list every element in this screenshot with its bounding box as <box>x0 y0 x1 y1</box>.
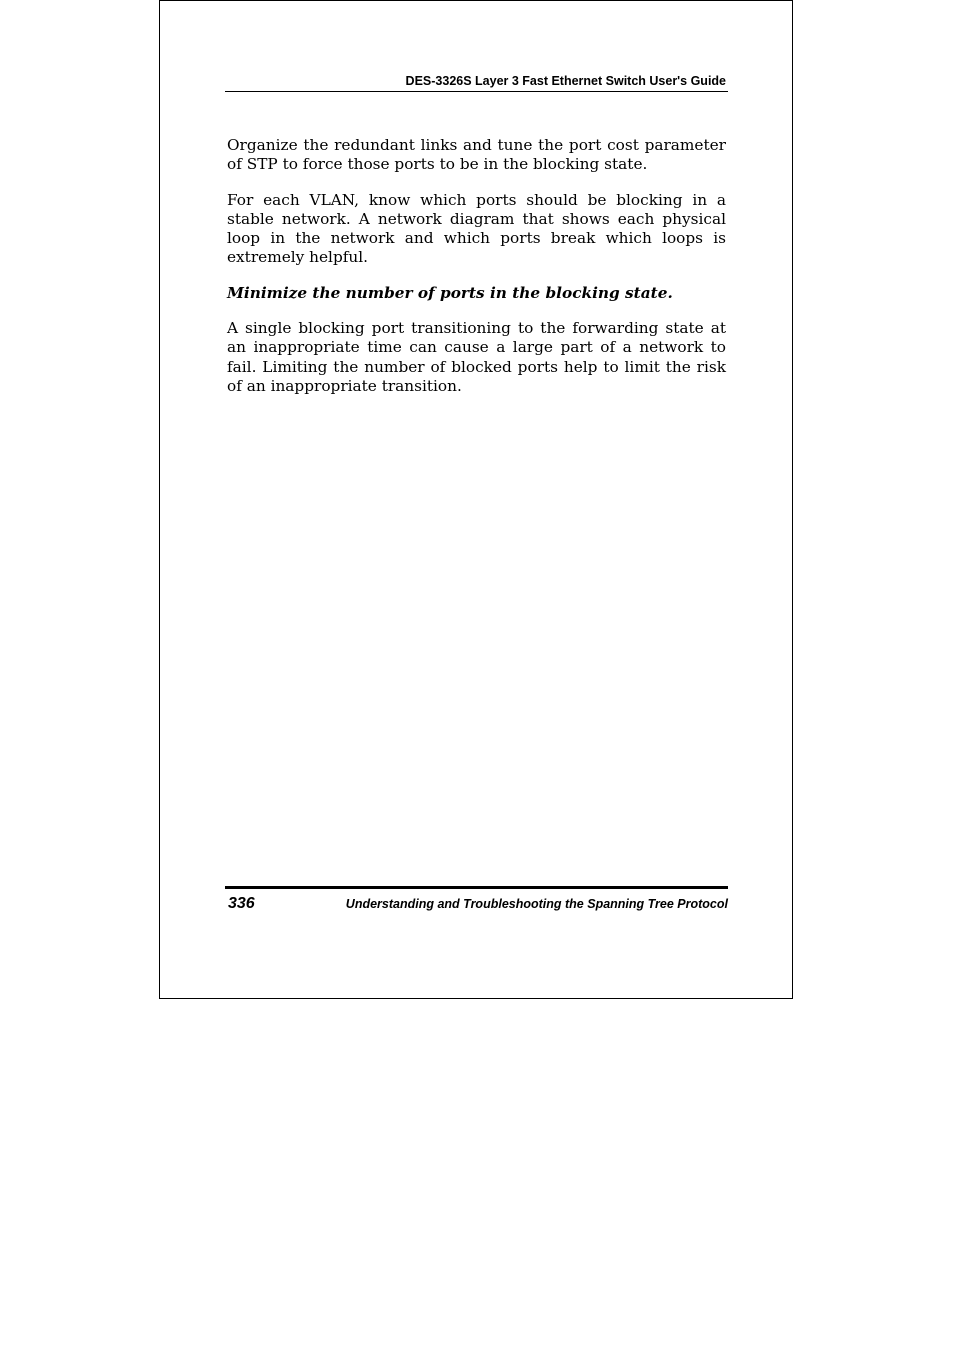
body-text <box>227 136 726 412</box>
paragraph-vlan-blocking: For each VLAN, know which ports should be blocking in a stable network. A network diagram that shows each physical loop in the network and which ports break which loops is extremely helpful. <box>227 190 726 267</box>
running-header: DES-3326S Layer 3 Fast Ethernet Switch User's Guide <box>405 74 726 88</box>
footer-chapter-title: Understanding and Troubleshooting the Spanning Tree Protocol <box>345 897 728 911</box>
paragraph-organize-links: Organize the redundant links and tune the port cost parameter of STP to force those ports to be in the blocking state. <box>227 136 726 174</box>
section-subheading: Minimize the number of ports in the blocking state. <box>227 283 673 302</box>
page-number: 336 <box>228 895 255 912</box>
header-rule <box>225 91 728 92</box>
paragraph-blocking-port-risk: A single blocking port transitioning to the forwarding state at an inappropriate time can cause a large part of a network to fail. Limiting the number of blocked ports help to limit the risk of an inappropriate transition. <box>227 319 726 395</box>
footer-rule <box>225 886 728 889</box>
